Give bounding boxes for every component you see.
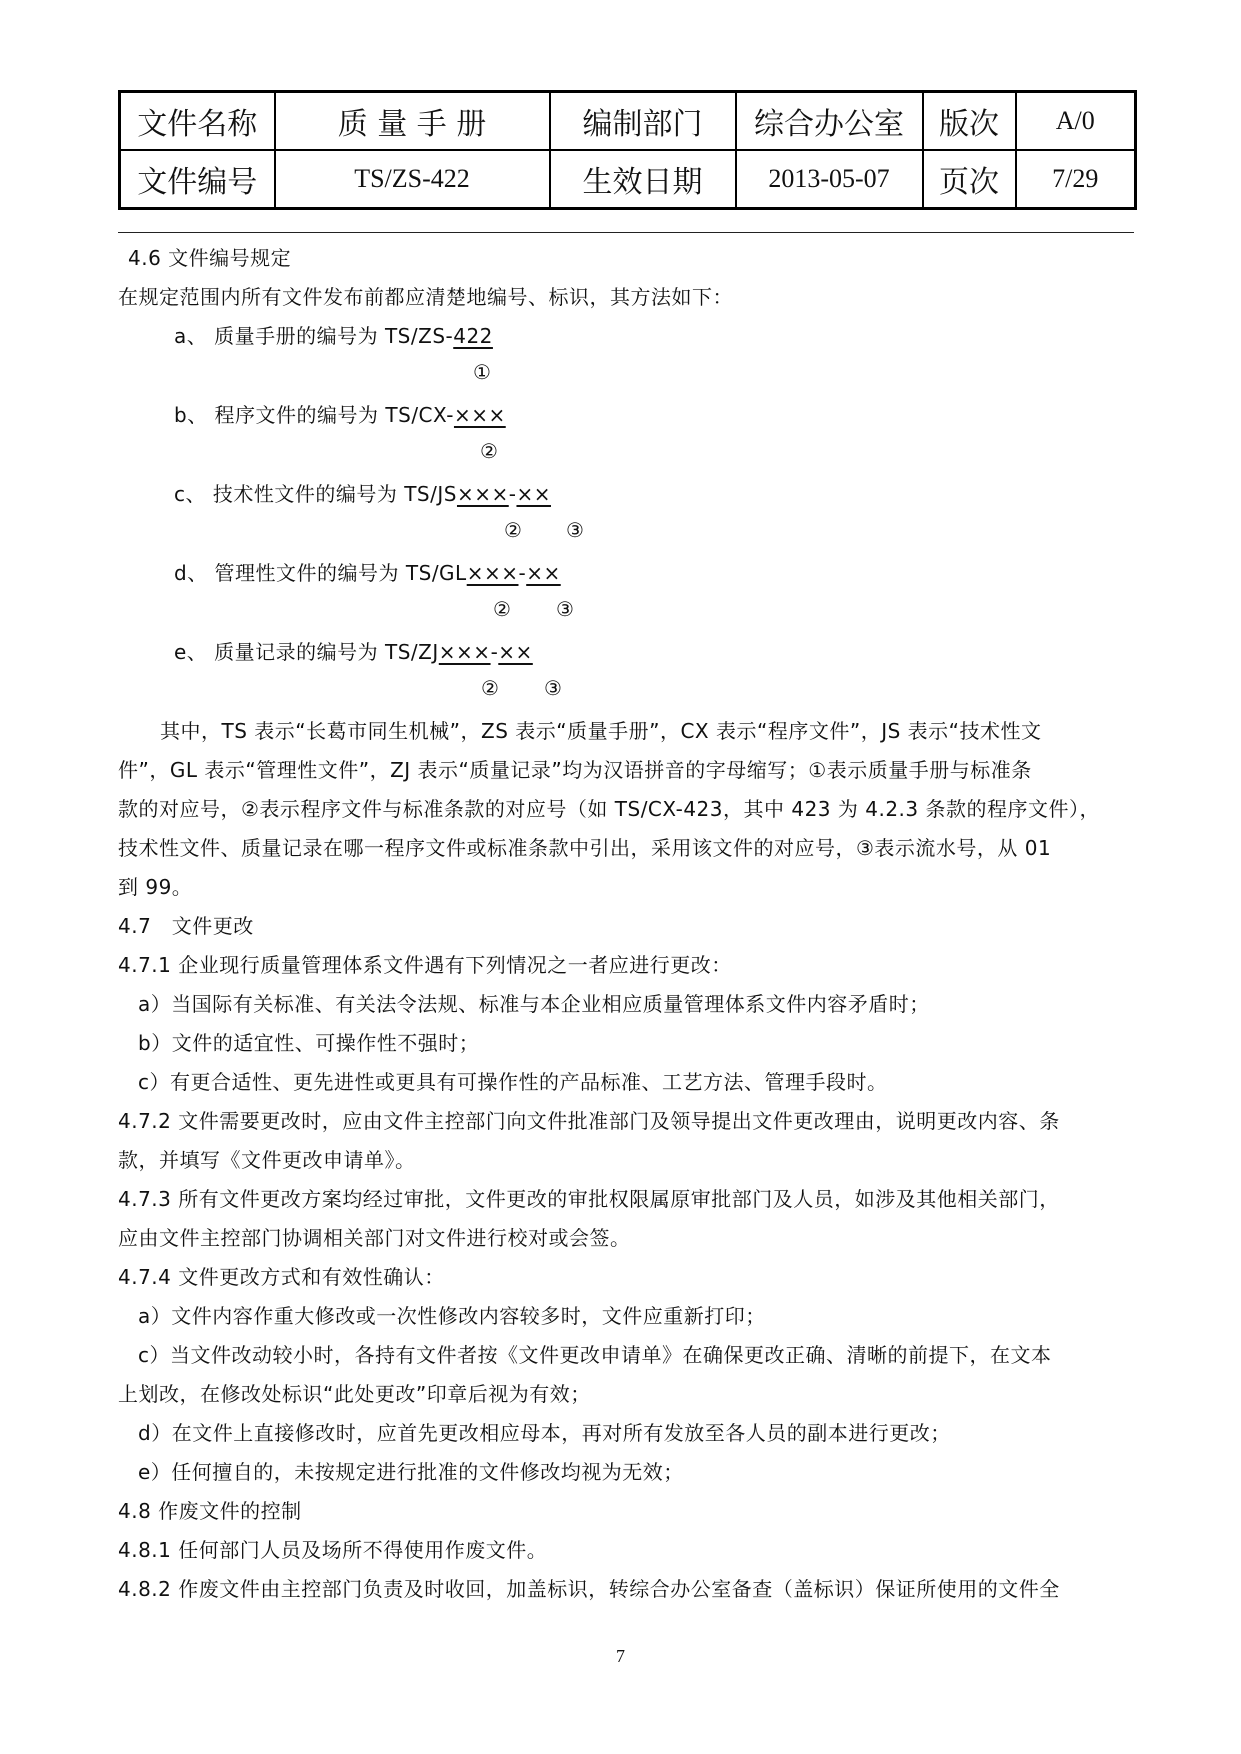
item-b-mark: ② xyxy=(480,439,498,463)
section-4-7-1-b: b）文件的适宜性、可操作性不强时； xyxy=(138,1031,480,1055)
item-d xyxy=(174,557,561,586)
item-d-prefix: d、 管理性文件的编号为 TS/GL xyxy=(174,561,467,585)
explanation-line-4: 技术性文件、质量记录在哪一程序文件或标准条款中引出，采用该文件的对应号，③表示流水号，从 01 xyxy=(118,836,1052,860)
date-value: 2013-05-07 xyxy=(736,150,923,209)
item-e-mark2: ③ xyxy=(544,676,562,700)
document-header-table xyxy=(118,90,1137,210)
item-b xyxy=(174,399,506,428)
section-4-7-4: 4.7.4 文件更改方式和有效性确认： xyxy=(118,1265,445,1289)
file-no-value: TS/ZS-422 xyxy=(275,150,550,209)
item-c-code2: ×× xyxy=(516,482,551,506)
page-label: 页次 xyxy=(923,150,1016,209)
item-a-mark: ① xyxy=(473,360,491,384)
item-c-dash: - xyxy=(508,482,517,506)
item-e xyxy=(174,636,533,665)
section-4-6-intro: 在规定范围内所有文件发布前都应清楚地编号、标识，其方法如下： xyxy=(118,285,733,309)
item-e-dash: - xyxy=(490,640,499,664)
item-e-prefix: e、 质量记录的编号为 TS/ZJ xyxy=(174,640,439,664)
section-4-7-3-line-2: 应由文件主控部门协调相关部门对文件进行校对或会签。 xyxy=(118,1226,631,1250)
item-c xyxy=(174,478,551,507)
explanation-line-2: 件”，GL 表示“管理性文件”，ZJ 表示“质量记录”均为汉语拼音的字母缩写；①表示质量手册与标准条 xyxy=(118,758,1032,782)
item-c-code1: ××× xyxy=(456,482,509,506)
section-4-7-title: 4.7 文件更改 xyxy=(118,914,254,938)
item-e-code1: ××× xyxy=(438,640,491,664)
file-name-label: 文件名称 xyxy=(120,92,275,151)
header-divider xyxy=(118,232,1134,233)
item-a-code: 422 xyxy=(453,324,493,348)
item-c-mark2: ③ xyxy=(566,518,584,542)
section-4-7-2-line-1: 4.7.2 文件需要更改时，应由文件主控部门向文件批准部门及领导提出文件更改理由，说明更改内容、条 xyxy=(118,1109,1060,1133)
explanation-line-1: 其中，TS 表示“长葛市同生机械”，ZS 表示“质量手册”，CX 表示“程序文件”，JS 表示“技术性文 xyxy=(160,719,1042,743)
explanation-line-3: 款的对应号，②表示程序文件与标准条款的对应号（如 TS/CX-423，其中 423 为 4.2.3 条款的程序文件）， xyxy=(118,797,1100,821)
dept-value: 综合办公室 xyxy=(736,92,923,151)
section-4-7-4-e: e）任何擅自的，未按规定进行批准的文件修改均视为无效； xyxy=(138,1460,684,1484)
date-label: 生效日期 xyxy=(550,150,736,209)
section-4-7-1-a: a）当国际有关标准、有关法令法规、标准与本企业相应质量管理体系文件内容矛盾时； xyxy=(138,992,930,1016)
section-4-7-2-line-2: 款，并填写《文件更改申请单》。 xyxy=(118,1148,416,1172)
section-4-7-4-a: a）文件内容作重大修改或一次性修改内容较多时，文件应重新打印； xyxy=(138,1304,766,1328)
explanation-line-5: 到 99。 xyxy=(118,875,193,899)
section-4-8-title: 4.8 作废文件的控制 xyxy=(118,1499,302,1523)
version-label: 版次 xyxy=(923,92,1016,151)
section-4-7-4-c-line-2: 上划改，在修改处标识“此处更改”印章后视为有效； xyxy=(118,1382,591,1406)
file-name-value: 质 量 手 册 xyxy=(275,92,550,151)
item-d-mark1: ② xyxy=(493,597,511,621)
section-4-7-1-c: c）有更合适性、更先进性或更具有可操作性的产品标准、工艺方法、管理手段时。 xyxy=(138,1070,888,1094)
page-number: 7 xyxy=(616,1646,625,1666)
section-4-8-1: 4.8.1 任何部门人员及场所不得使用作废文件。 xyxy=(118,1538,548,1562)
item-d-dash: - xyxy=(518,561,527,585)
section-4-7-4-c-line-1: c）当文件改动较小时，各持有文件者按《文件更改申请单》在确保更改正确、清晰的前提下，在文本 xyxy=(138,1343,1052,1367)
section-4-6-title: 4.6 文件编号规定 xyxy=(128,246,292,270)
file-no-label: 文件编号 xyxy=(120,150,275,209)
item-c-prefix: c、 技术性文件的编号为 TS/JS xyxy=(174,482,457,506)
section-4-7-4-d: d）在文件上直接修改时，应首先更改相应母本，再对所有发放至各人员的副本进行更改； xyxy=(138,1421,951,1445)
dept-label: 编制部门 xyxy=(550,92,736,151)
item-d-code2: ×× xyxy=(526,561,561,585)
section-4-7-1: 4.7.1 企业现行质量管理体系文件遇有下列情况之一者应进行更改： xyxy=(118,953,732,977)
item-b-code: ××× xyxy=(453,403,506,427)
item-a-prefix: a、 质量手册的编号为 TS/ZS- xyxy=(174,324,454,348)
item-d-mark2: ③ xyxy=(556,597,574,621)
item-e-code2: ×× xyxy=(498,640,533,664)
page-value: 7/29 xyxy=(1016,150,1136,209)
section-4-7-3-line-1: 4.7.3 所有文件更改方案均经过审批，文件更改的审批权限属原审批部门及人员，如涉及其他相关部门， xyxy=(118,1187,1060,1211)
item-b-prefix: b、 程序文件的编号为 TS/CX- xyxy=(174,403,454,427)
item-d-code1: ××× xyxy=(466,561,519,585)
item-c-mark1: ② xyxy=(504,518,522,542)
item-e-mark1: ② xyxy=(481,676,499,700)
item-a xyxy=(174,320,493,349)
section-4-8-2: 4.8.2 作废文件由主控部门负责及时收回，加盖标识，转综合办公室备查（盖标识）保证所使用的文件全 xyxy=(118,1577,1060,1601)
version-value: A/0 xyxy=(1016,92,1136,151)
